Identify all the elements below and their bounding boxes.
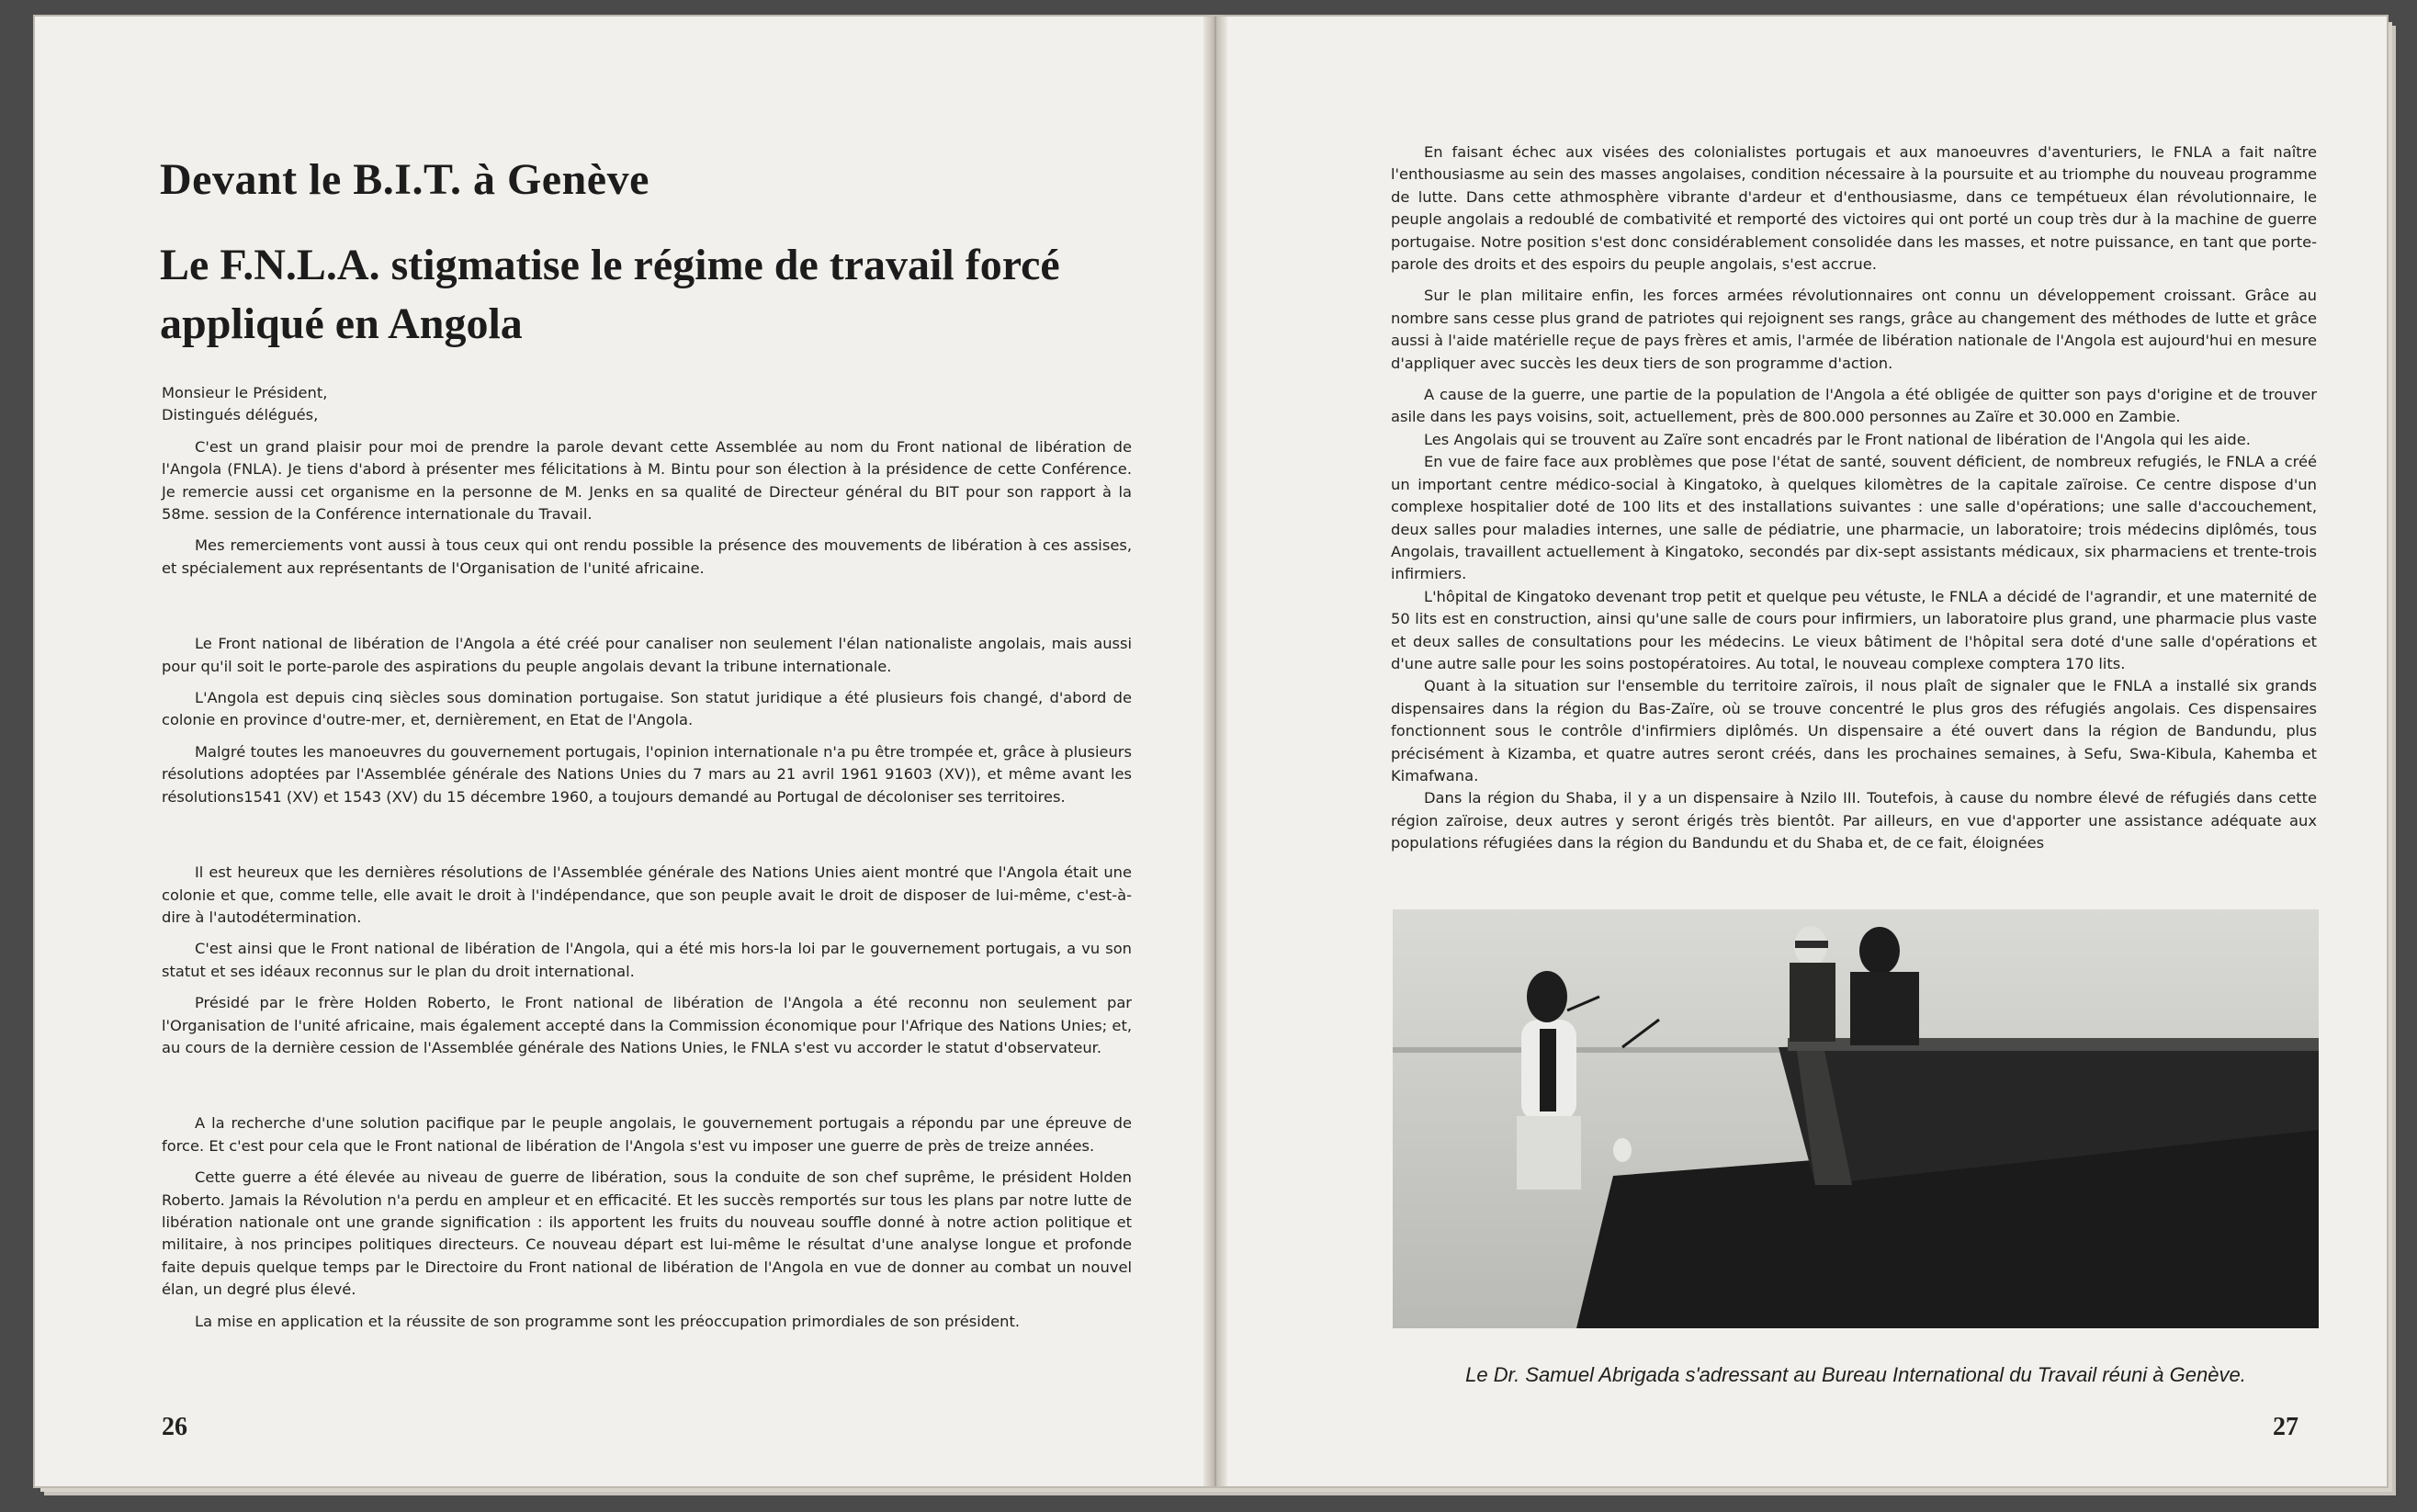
paragraph: Malgré toutes les manoeuvres du gouvernement portugais, l'opinion internationale n'a pu être trompée et, grâce à plusieurs résolutions adoptées par l'Assemblée générale des Nations Unies du 7 mars au 21 avril 1961 91603 (XV)), et même avant les résolutions1541 (XV) et 1543 (XV) du 15 décembre 1960, a toujours demandé au Portugal de décoloniser ses territoires.	[162, 742, 1132, 806]
paragraph: Le Front national de libération de l'Angola a été créé pour canaliser non seulement l'élan nationaliste angolais, mais aussi pour qu'il soit le porte-parole des aspirations du peuple angolais devant la tribune internationale.	[162, 635, 1132, 675]
paragraph: C'est ainsi que le Front national de libération de l'Angola, qui a été mis hors-la loi par le gouvernement portugais, a vu son statut et ses idéaux reconnus sur le plan du droit international.	[162, 940, 1132, 980]
article-kicker: Devant le B.I.T. à Genève	[160, 155, 649, 204]
page-number-right: 27	[2273, 1413, 2298, 1441]
paragraph: L'hôpital de Kingatoko devenant trop petit et quelque peu vétuste, le FNLA a décidé de l'agrandir, et une maternité de 50 lits est en construction, ainsi qu'une salle de cours pour infirmiers, un laboratoire plus grand, une pharmacie plus vaste et deux salles de consultations pour les médecins. Le vieux bâtiment de l'hôpital sera doté d'une salle d'opérations et d'une autre salle pour les soins postopératoires. Au total, le nouveau complexe comptera 170 lits.	[1391, 587, 2317, 672]
left-column-text	[162, 382, 1132, 1333]
article-title: Le F.N.L.A. stigmatise le régime de travail forcé appliqué en Angola	[160, 241, 1060, 348]
magazine-spread	[35, 17, 2387, 1486]
paragraph: C'est un grand plaisir pour moi de prendre la parole devant cette Assemblée au nom du Front national de libération de l'Angola (FNLA). Je tiens d'abord à présenter mes félicitations à M. Bintu pour son élection à la présidence de cette Conférence. Je remercie aussi cet organisme en la personne de M. Jenks en sa qualité de Directeur général du BIT pour son rapport à la 58me. session de la Conférence internationale du Travail.	[162, 437, 1132, 524]
page-number-left: 26	[162, 1413, 187, 1441]
paragraph: A la recherche d'une solution pacifique par le peuple angolais, le gouvernement portugais a répondu par une épreuve de force. Et c'est pour cela que le Front national de libération de l'Angola s'est vu imposer une guerre de près de treize années.	[162, 1114, 1132, 1155]
paragraph: En faisant échec aux visées des colonialistes portugais et aux manoeuvres d'aventuriers, le FNLA a fait naître l'enthousiasme au sein des masses angolaises, condition nécessaire à la poursuite et au triomphe du nouveau programme de lutte. Dans cette athmosphère vibrante d'ardeur et d'enthousiasme, dans ce tempétueux élan révolutionnaire, le peuple angolais a redoublé de combativité et remporté des victoires qui ont porté un coup très dur à la machine de guerre portugaise. Notre position s'est donc considérablement consolidée dans les masses, et notre puissance, en tant que porte-parole des droits et des espoirs du peuple angolais, s'est accrue.	[1391, 143, 2317, 274]
paragraph: Les Angolais qui se trouvent au Zaïre sont encadrés par le Front national de libération de l'Angola qui les aide.	[1424, 430, 2251, 448]
right-page	[1220, 17, 2387, 1486]
paragraph: Quant à la situation sur l'ensemble du territoire zaïrois, il nous plaît de signaler que le FNLA a installé six grands dispensaires dans la région du Bas-Zaïre, où se trouve concentré le plus gros des réfugiés angolais. Ces dispensaires fonctionnent sous le contrôle d'infirmiers diplômés. Un dispensaire a été ouvert dans la région de Bandundu, plus précisément à Kizamba, et quatre autres seront créés, dans les prochaines semaines, à Sefu, Swa-Kibula, Kahemba et Kimafwana.	[1391, 677, 2317, 784]
photo-illustration	[1393, 909, 2319, 1328]
article-title-block	[160, 154, 1152, 354]
paragraph: L'Angola est depuis cinq siècles sous domination portugaise. Son statut juridique a été plusieurs fois changé, d'abord de colonie en province d'outre-mer, et, dernièrement, en Etat de l'Angola.	[162, 689, 1132, 729]
paragraph: A cause de la guerre, une partie de la population de l'Angola a été obligée de quitter son pays d'origine et de trouver asile dans les pays voisins, soit, actuellement, près de 800.000 personnes au Zaïre et 30.000 en Zambie.	[1391, 386, 2317, 426]
paragraph: La mise en application et la réussite de son programme sont les préoccupation primordiales de son président.	[195, 1312, 1021, 1330]
right-column-text	[1391, 141, 2317, 855]
photo-caption: Le Dr. Samuel Abrigada s'adressant au Bureau International du Travail réuni à Genève.	[1465, 1363, 2246, 1386]
left-page	[35, 17, 1211, 1486]
paragraph: Dans la région du Shaba, il y a un dispensaire à Nzilo III. Toutefois, à cause du nombre élevé de réfugiés dans cette région zaïroise, deux autres y seront érigés très bientôt. Par ailleurs, en vue d'apporter une assistance adéquate aux populations réfugiées dans la région du Bandundu et du Shaba et, de ce fait, éloignées	[1391, 789, 2317, 852]
paragraph: Il est heureux que les dernières résolutions de l'Assemblée générale des Nations Unies aient montré que l'Angola était une colonie et que, comme telle, elle avait le droit à l'indépendance, que son peuple avait le droit de disposer de lui-même, c'est-à-dire à l'autodétermination.	[162, 863, 1132, 926]
paragraph: Sur le plan militaire enfin, les forces armées révolutionnaires ont connu un développement croissant. Grâce au nombre sans cesse plus grand de patriotes qui rejoignent ses rangs, grâce au changement des méthodes de lutte et grâce aussi à l'aide matérielle reçue de pays frères et amis, l'armée de libération nationale de l'Angola est aujourd'hui en mesure d'appliquer avec succès les deux tiers de son programme d'action.	[1391, 287, 2317, 372]
paragraph: En vue de faire face aux problèmes que pose l'état de santé, souvent déficient, de nombreux refugiés, le FNLA a créé un important centre médico-social à Kingatoko, à quelques kilomètres de la capitale zaïroise. Ce centre dispose d'un complexe hospitalier doté de 100 lits et des installations suivantes : une salle d'opérations; une salle d'accouchement, deux salles pour maladies internes, une salle de pédiatrie, une pharmacie, un laboratoire; trois médecins diplômés, tous Angolais, travaillent actuellement à Kingatoko, secondés par dix-sept assistants médicaux, six pharmaciens et trente-trois infirmiers.	[1391, 453, 2317, 583]
paragraph: Mes remerciements vont aussi à tous ceux qui ont rendu possible la présence des mouvements de libération à ces assises, et spécialement aux représentants de l'Organisation de l'unité africaine.	[162, 536, 1132, 577]
paragraph: Cette guerre a été élevée au niveau de guerre de libération, sous la conduite de son chef suprême, le président Holden Roberto. Jamais la Révolution n'a perdu en ampleur et en efficacité. Et les succès remportés sur tous les plans par notre lutte de libération nationale ont une grande signification : ils apportent les fruits du nouveau souffle donné à notre action politique et militaire, à nos principes politiques directeurs. Ce nouveau départ est lui-même le résultat d'une analyse longue et profonde faite depuis quelque temps par le Directoire du Front national de libération de l'Angola en vue de donner au combat un nouvel élan, un degré plus élevé.	[162, 1168, 1132, 1299]
salutation: Distingués délégués,	[162, 406, 319, 424]
salutation: Monsieur le Président,	[162, 384, 328, 401]
paragraph: Présidé par le frère Holden Roberto, le Front national de libération de l'Angola a été reconnu non seulement par l'Organisation de l'unité africaine, mais également accepté dans la Commission économique pour l'Afrique des Nations Unies; et, au cours de la dernière cession de l'Assemblée générale des Nations Unies, le FNLA s'est vu accorder le statut d'observateur.	[162, 994, 1132, 1056]
conference-photo	[1393, 909, 2319, 1328]
